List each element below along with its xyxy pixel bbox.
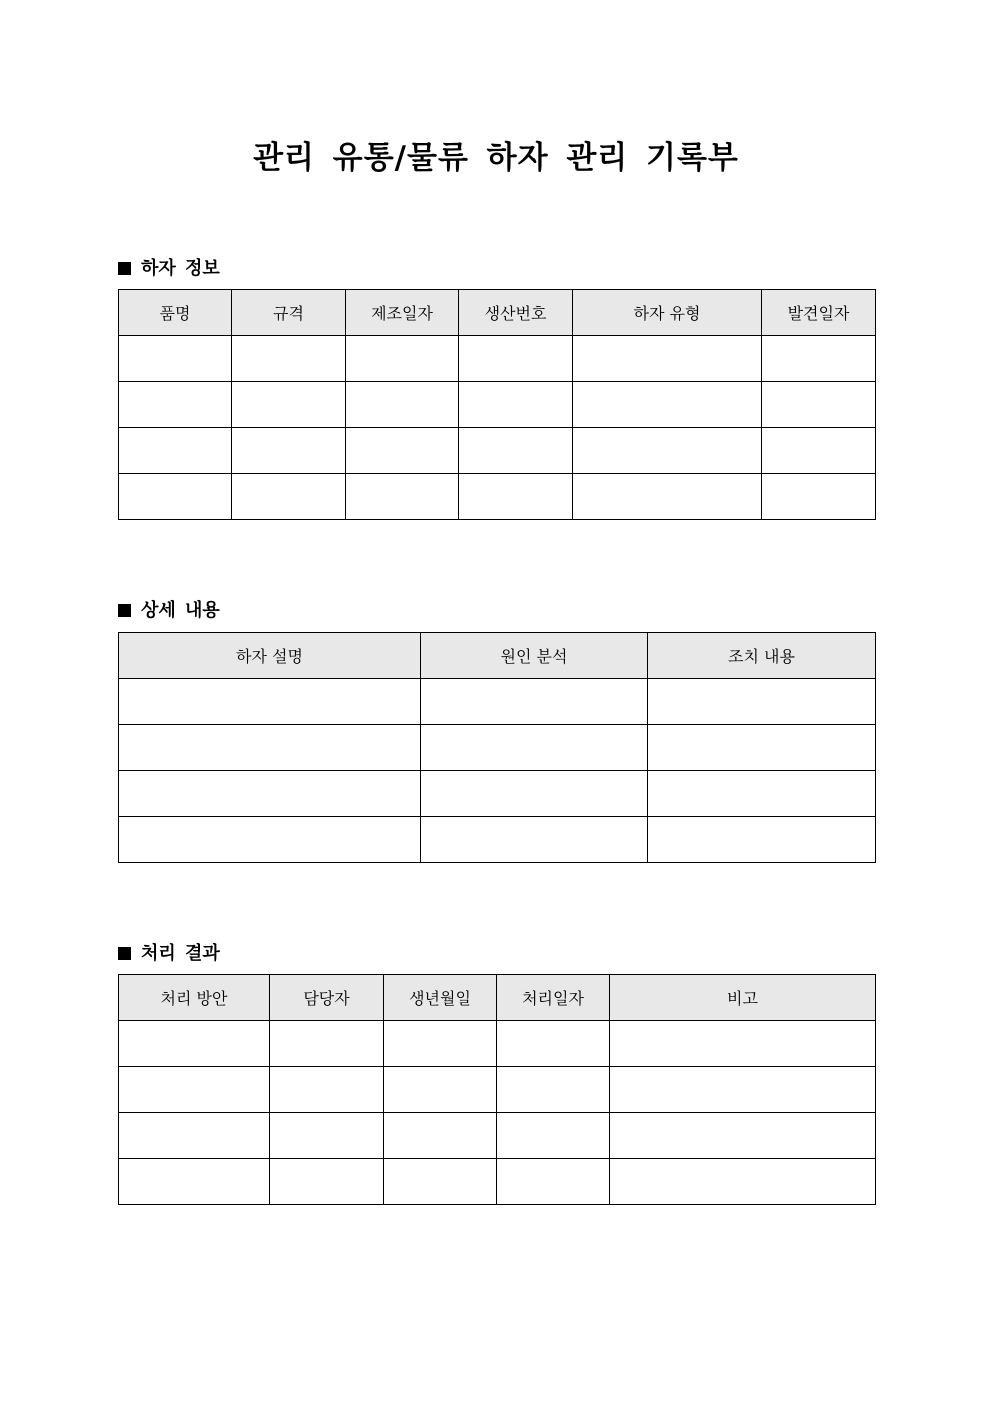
table-row — [119, 1067, 876, 1113]
table-row — [119, 679, 876, 725]
column-header: 발견일자 — [762, 290, 876, 336]
details-table — [118, 632, 876, 863]
table-header-row — [119, 975, 876, 1021]
table-cell[interactable] — [384, 1159, 497, 1205]
section-heading-result — [118, 939, 220, 965]
table-cell[interactable] — [270, 1159, 384, 1205]
table-header-row — [119, 290, 876, 336]
section-heading-label: 하자 정보 — [141, 258, 220, 279]
table-row — [119, 336, 876, 382]
table-row — [119, 428, 876, 474]
table-header-row — [119, 633, 876, 679]
column-header: 조치 내용 — [648, 633, 876, 679]
table-cell[interactable] — [384, 1067, 497, 1113]
table-cell[interactable] — [497, 1159, 610, 1205]
table-cell[interactable] — [421, 771, 648, 817]
column-header: 비고 — [610, 975, 876, 1021]
column-header: 담당자 — [270, 975, 384, 1021]
document-title: 관리 유통/물류 하자 관리 기록부 — [253, 140, 739, 176]
section-heading-label: 상세 내용 — [141, 600, 220, 621]
table-row — [119, 1113, 876, 1159]
table-cell[interactable] — [573, 336, 762, 382]
table-row — [119, 817, 876, 863]
column-header: 제조일자 — [346, 290, 459, 336]
table-cell[interactable] — [346, 336, 459, 382]
table-row — [119, 1159, 876, 1205]
square-bullet-icon — [118, 947, 131, 960]
table-cell[interactable] — [421, 817, 648, 863]
table-cell[interactable] — [610, 1159, 876, 1205]
table-cell[interactable] — [232, 428, 346, 474]
section-heading-details — [118, 596, 220, 622]
table-cell[interactable] — [384, 1113, 497, 1159]
table-cell[interactable] — [119, 1067, 270, 1113]
table-body — [119, 336, 876, 520]
table-cell[interactable] — [459, 428, 573, 474]
table-cell[interactable] — [459, 382, 573, 428]
table-cell[interactable] — [497, 1021, 610, 1067]
table-cell[interactable] — [610, 1021, 876, 1067]
table-cell[interactable] — [648, 771, 876, 817]
table-cell[interactable] — [119, 817, 421, 863]
table-cell[interactable] — [270, 1113, 384, 1159]
table-cell[interactable] — [232, 474, 346, 520]
defect-info-table — [118, 289, 876, 520]
table-cell[interactable] — [119, 382, 232, 428]
section-heading-label: 처리 결과 — [141, 943, 220, 964]
table-row — [119, 474, 876, 520]
table-cell[interactable] — [459, 474, 573, 520]
column-header: 품명 — [119, 290, 232, 336]
table-cell[interactable] — [573, 382, 762, 428]
table-cell[interactable] — [421, 679, 648, 725]
table-cell[interactable] — [270, 1067, 384, 1113]
table-body — [119, 1021, 876, 1205]
table-cell[interactable] — [346, 382, 459, 428]
table-cell[interactable] — [762, 336, 876, 382]
column-header: 생년월일 — [384, 975, 497, 1021]
table-cell[interactable] — [119, 725, 421, 771]
table-cell[interactable] — [648, 679, 876, 725]
table-cell[interactable] — [648, 725, 876, 771]
table-cell[interactable] — [119, 1159, 270, 1205]
table-cell[interactable] — [610, 1067, 876, 1113]
table-cell[interactable] — [119, 428, 232, 474]
table-cell[interactable] — [119, 474, 232, 520]
table-cell[interactable] — [119, 336, 232, 382]
table-cell[interactable] — [421, 725, 648, 771]
table-cell[interactable] — [762, 382, 876, 428]
table-row — [119, 725, 876, 771]
table-cell[interactable] — [119, 1021, 270, 1067]
table-cell[interactable] — [270, 1021, 384, 1067]
table-cell[interactable] — [497, 1113, 610, 1159]
column-header: 하자 유형 — [573, 290, 762, 336]
table-cell[interactable] — [648, 817, 876, 863]
table-cell[interactable] — [346, 474, 459, 520]
table-cell[interactable] — [119, 1113, 270, 1159]
table-cell[interactable] — [610, 1113, 876, 1159]
table-cell[interactable] — [762, 474, 876, 520]
table-body — [119, 679, 876, 863]
table-cell[interactable] — [119, 679, 421, 725]
square-bullet-icon — [118, 604, 131, 617]
table-cell[interactable] — [384, 1021, 497, 1067]
column-header: 생산번호 — [459, 290, 573, 336]
table-row — [119, 1021, 876, 1067]
table-row — [119, 382, 876, 428]
column-header: 처리 방안 — [119, 975, 270, 1021]
column-header: 규격 — [232, 290, 346, 336]
column-header: 처리일자 — [497, 975, 610, 1021]
table-cell[interactable] — [573, 474, 762, 520]
table-cell[interactable] — [119, 771, 421, 817]
square-bullet-icon — [118, 262, 131, 275]
column-header: 원인 분석 — [421, 633, 648, 679]
table-cell[interactable] — [762, 428, 876, 474]
table-cell[interactable] — [459, 336, 573, 382]
table-cell[interactable] — [573, 428, 762, 474]
table-cell[interactable] — [232, 382, 346, 428]
table-cell[interactable] — [497, 1067, 610, 1113]
result-table — [118, 974, 876, 1205]
table-row — [119, 771, 876, 817]
table-cell[interactable] — [346, 428, 459, 474]
section-heading-defect-info — [118, 254, 220, 280]
table-cell[interactable] — [232, 336, 346, 382]
column-header: 하자 설명 — [119, 633, 421, 679]
